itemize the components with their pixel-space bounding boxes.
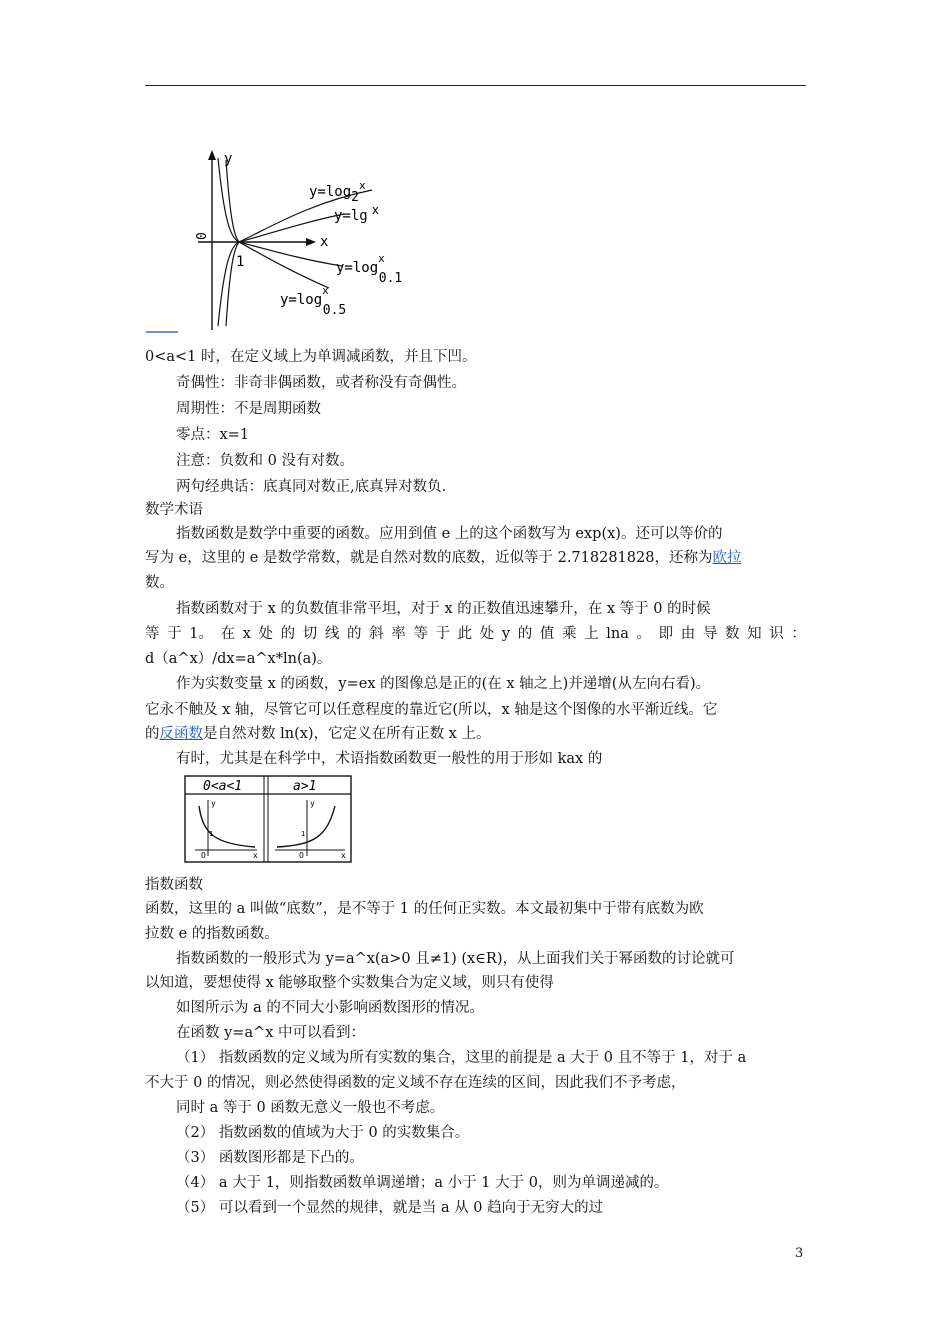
exp-function-figure <box>175 772 355 868</box>
p2-line2 <box>145 624 806 644</box>
p2-line2-token: 此 <box>457 626 473 642</box>
p2-line1: 指数函数对于 x 的负数值非常平坦，对于 x 的正数值迅速攀升，在 x 等于 0 的时候 <box>176 601 711 617</box>
p2-line2-token: 乘 <box>562 626 577 642</box>
p8: 在函数 y=a^x 中可以看到： <box>176 1025 366 1041</box>
p2-line2-token: 处 <box>258 626 274 642</box>
p2-line2-token: 数 <box>725 626 740 642</box>
p5-line1: 函数，这里的 a 叫做“底数”，是不等于 1 的任何正实数。本文最初集中于带有底数为欧 <box>145 901 704 917</box>
exp-left-x: x <box>253 851 258 860</box>
log-note: 注意：负数和 0 没有对数。 <box>176 453 354 469</box>
p2-line2-token: 在 <box>220 626 236 642</box>
exp-left-origin: O <box>201 851 206 860</box>
item1-line2: 不大于 0 的情况，则必然使得函数的定义域不存在连续的区间，因此我们不予考虑， <box>145 1075 686 1091</box>
exp-right-one: 1 <box>301 830 306 838</box>
p2-line2-token: 上 <box>584 626 599 642</box>
p6-line1: 指数函数的一般形式为 y=a^x(a>0 且≠1) (x∈R)，从上面我们关于幂函数的讨论就可 <box>176 951 735 967</box>
p2-line2-token: 斜 <box>369 626 384 642</box>
p2-line2-token: 率 <box>391 626 406 642</box>
item1-line1: （1） 指数函数的定义域为所有实数的集合，这里的前提是 a 大于 0 且不等于 1，对于 a <box>176 1050 747 1066</box>
p2-line2-token: 等 <box>413 626 428 642</box>
p2-line2-token: y <box>501 626 511 642</box>
p2-line2-token: 于 <box>167 626 182 642</box>
p2-line2-token: 即 <box>658 626 674 642</box>
curve-log2 <box>218 158 372 242</box>
label-log2: $y=\log 2^x$ <box>309 179 366 205</box>
item3: （3） 函数图形都是下凸的。 <box>176 1150 364 1166</box>
curve-lg <box>226 160 344 242</box>
label-log01: $y=\log^x$ 0.1 <box>336 252 403 286</box>
header-rule <box>145 85 806 86</box>
page-number: 3 <box>795 1246 804 1261</box>
section-heading-exp: 指数函数 <box>145 877 203 893</box>
item5: （5） 可以看到一个显然的规律，就是当 a 从 0 趋向于无穷大的过 <box>176 1200 604 1216</box>
exp-left-header: 0<a<1 <box>203 779 243 794</box>
p2-line2-token: 值 <box>539 626 555 642</box>
exp-decreasing-curve <box>199 806 255 847</box>
label-log05: $y=\log^x$ 0.5 <box>280 284 347 318</box>
p2-line2-token: ： <box>791 626 806 642</box>
p4: 有时，尤其是在科学中，术语指数函数更一般性的用于形如 kax 的 <box>176 751 603 767</box>
p2-line2-token: x <box>242 626 251 642</box>
origin-label: 0 <box>195 232 210 240</box>
item1-line3: 同时 a 等于 0 函数无意义一般也不考虑。 <box>176 1100 445 1116</box>
p2-line2-token: 线 <box>324 626 340 642</box>
log-function-figure <box>144 148 414 338</box>
log-period: 周期性：不是周期函数 <box>176 401 321 417</box>
p1-line2-text: 写为 e，这里的 e 是数学常数，就是自然对数的底数，近似等于 2.718281828，还称为 <box>145 550 713 566</box>
p2-line2-token: 知 <box>747 626 762 642</box>
p2-line2-token: 切 <box>302 626 318 642</box>
section-heading-terms: 数学术语 <box>145 502 203 518</box>
exp-right-header: a>1 <box>293 779 317 794</box>
log-decreasing: 0<a<1 时，在定义域上为单调减函数，并且下凹。 <box>145 349 477 365</box>
p3-line3 <box>145 724 490 744</box>
exp-left-one: 1 <box>209 830 214 838</box>
p2-line2-token: 1。 <box>189 626 213 642</box>
p2-line2-token: 的 <box>347 626 362 642</box>
y-axis-arrow <box>208 150 216 160</box>
log-saying: 两句经典话：底真同对数正,底真异对数负. <box>176 479 447 495</box>
p7: 如图所示为 a 的不同大小影响函数图形的情况。 <box>176 1000 484 1016</box>
curve-log05 <box>218 242 329 326</box>
p5-line2: 拉数 e 的指数函数。 <box>145 926 279 942</box>
exp-left-y: y <box>211 799 216 808</box>
p3-line3-pre: 的 <box>145 726 160 742</box>
p1-line2 <box>145 548 741 568</box>
p2-line2-token: 于 <box>435 626 451 642</box>
p2-line2-token: 的 <box>517 626 533 642</box>
p2-line2-token: 的 <box>280 626 296 642</box>
p2-line2-token: 等 <box>145 626 160 642</box>
p2-line2-token: lna <box>606 626 629 642</box>
p3-line3-post: 是自然对数 ln(x)，它定义在所有正数 x 上。 <box>203 726 491 742</box>
exp-right-y: y <box>310 799 315 808</box>
item4: （4） a 大于 1，则指数函数单调递增；a 小于 1 大于 0，则为单调递减的。 <box>176 1175 669 1191</box>
exp-right-origin: O <box>299 851 304 860</box>
p2-line2-token: 导 <box>702 626 718 642</box>
p2-line2-token: 。 <box>636 626 651 642</box>
p6-line2: 以知道，要想使得 x 能够取整个实数集合为定义域，则只有使得 <box>145 975 554 991</box>
one-label: 1 <box>236 254 245 270</box>
p3-line1: 作为实数变量 x 的函数，y=ex 的图像总是正的(在 x 轴之上)并递增(从左向右看)。 <box>176 676 711 692</box>
x-axis-label: x <box>320 234 329 250</box>
p2-line2-token: 由 <box>680 626 696 642</box>
x-axis-arrow <box>306 238 316 246</box>
exp-increasing-curve <box>277 806 335 847</box>
log-zero: 零点：x=1 <box>176 427 250 443</box>
inverse-function-link[interactable]: 反函数 <box>159 726 203 742</box>
log-parity: 奇偶性：非奇非偶函数，或者称没有奇偶性。 <box>176 375 466 391</box>
item2: （2） 指数函数的值域为大于 0 的实数集合。 <box>176 1125 470 1141</box>
p1-line1: 指数函数是数学中重要的函数。应用到值 e 上的这个函数写为 exp(x)。还可以等价的 <box>176 526 723 542</box>
exp-right-x: x <box>341 851 346 860</box>
p2-line2-token: 识 <box>769 626 784 642</box>
y-axis-label: y <box>224 151 233 167</box>
p1-line3: 数。 <box>145 575 174 591</box>
p2-line2-token: 处 <box>479 626 495 642</box>
label-lg: y=lg x <box>334 203 379 224</box>
euler-link[interactable]: 欧拉 <box>712 550 742 566</box>
p3-line2: 它永不触及 x 轴，尽管它可以任意程度的靠近它(所以，x 轴是这个图像的水平渐近线。它 <box>145 702 718 718</box>
p2-line3: d（a^x）/dx=a^x*ln(a)。 <box>145 651 332 667</box>
